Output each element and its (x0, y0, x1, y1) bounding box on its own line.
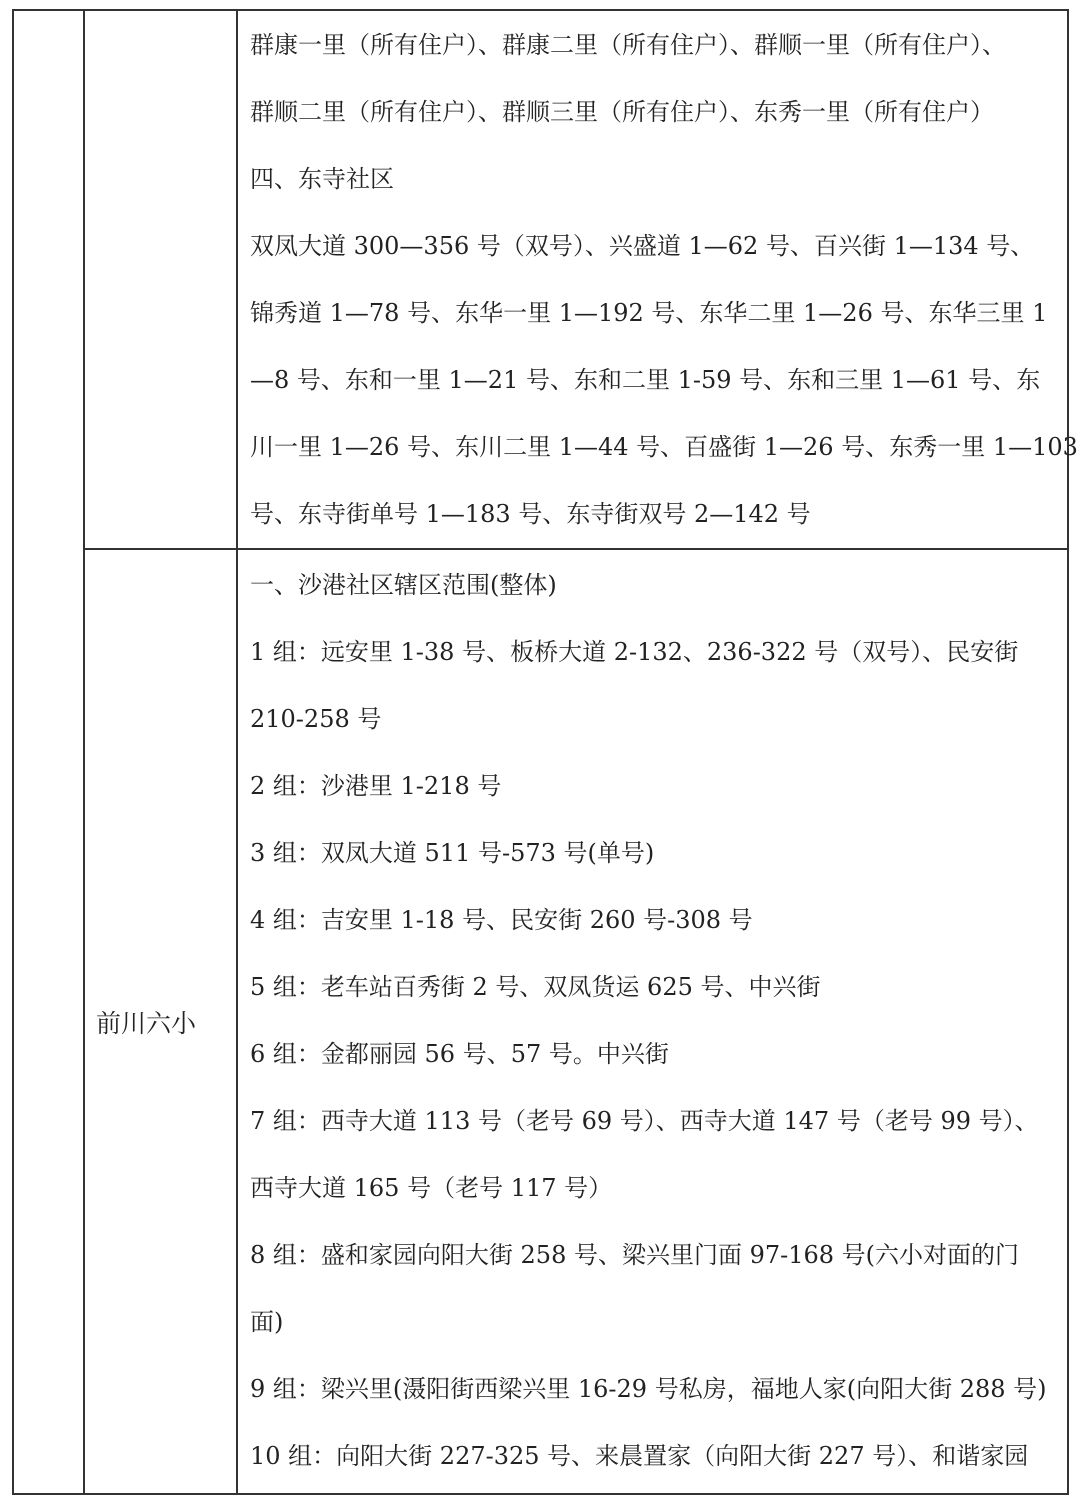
table-border-col1 (83, 9, 85, 1495)
school-name: 前川六小 (96, 1009, 197, 1038)
address-line: 川一里 1—26 号、东川二里 1—44 号、百盛街 1—26 号、东秀一里 1—103 (250, 433, 1078, 461)
table-border-top (12, 9, 1069, 11)
table-border-col2 (236, 9, 238, 1495)
row1-address-cell (250, 12, 1078, 548)
section-heading: 一、沙港社区辖区范围(整体) (250, 571, 557, 599)
address-line: 4 组：吉安里 1-18 号、民安街 260 号-308 号 (250, 906, 753, 934)
row-divider (83, 548, 1069, 550)
address-line: 锦秀道 1—78 号、东华一里 1—192 号、东华二里 1—26 号、东华三里 1 (250, 299, 1048, 327)
table-border-bottom (12, 1493, 1069, 1495)
address-line: 210-258 号 (250, 705, 382, 733)
address-line: 号、东寺街单号 1—183 号、东寺街双号 2—142 号 (250, 500, 811, 528)
address-line: 6 组：金都丽园 56 号、57 号。中兴街 (250, 1040, 669, 1068)
address-line: 7 组：西寺大道 113 号（老号 69 号）、西寺大道 147 号（老号 99 号）、 (250, 1107, 1039, 1135)
address-line: 1 组：远安里 1-38 号、板桥大道 2-132、236-322 号（双号）、民安街 (250, 638, 1019, 666)
address-line: 2 组：沙港里 1-218 号 (250, 772, 502, 800)
address-line: 群顺二里（所有住户）、群顺三里（所有住户）、东秀一里（所有住户） (250, 98, 994, 126)
section-heading: 四、东寺社区 (250, 165, 394, 193)
address-line: 双凤大道 300—356 号（双号）、兴盛道 1—62 号、百兴街 1—134 号、 (250, 232, 1035, 260)
table-border-left (12, 9, 14, 1495)
address-line: 西寺大道 165 号（老号 117 号） (250, 1174, 613, 1202)
address-line: 面) (250, 1308, 284, 1336)
address-line: 9 组：梁兴里(滠阳街西梁兴里 16-29 号私房，福地人家(向阳大街 288 号) (250, 1375, 1047, 1403)
address-line: 5 组：老车站百秀街 2 号、双凤货运 625 号、中兴街 (250, 973, 821, 1001)
row2-address-cell (250, 552, 1047, 1490)
address-line: —8 号、东和一里 1—21 号、东和二里 1-59 号、东和三里 1—61 号、东 (250, 366, 1041, 394)
address-line: 8 组：盛和家园向阳大街 258 号、梁兴里门面 97-168 号(六小对面的门 (250, 1241, 1020, 1269)
address-line: 10 组：向阳大街 227-325 号、来晨置家（向阳大街 227 号）、和谐家园 (250, 1442, 1029, 1470)
address-line: 3 组：双凤大道 511 号-573 号(单号) (250, 839, 655, 867)
address-line: 群康一里（所有住户）、群康二里（所有住户）、群顺一里（所有住户）、 (250, 31, 1006, 59)
